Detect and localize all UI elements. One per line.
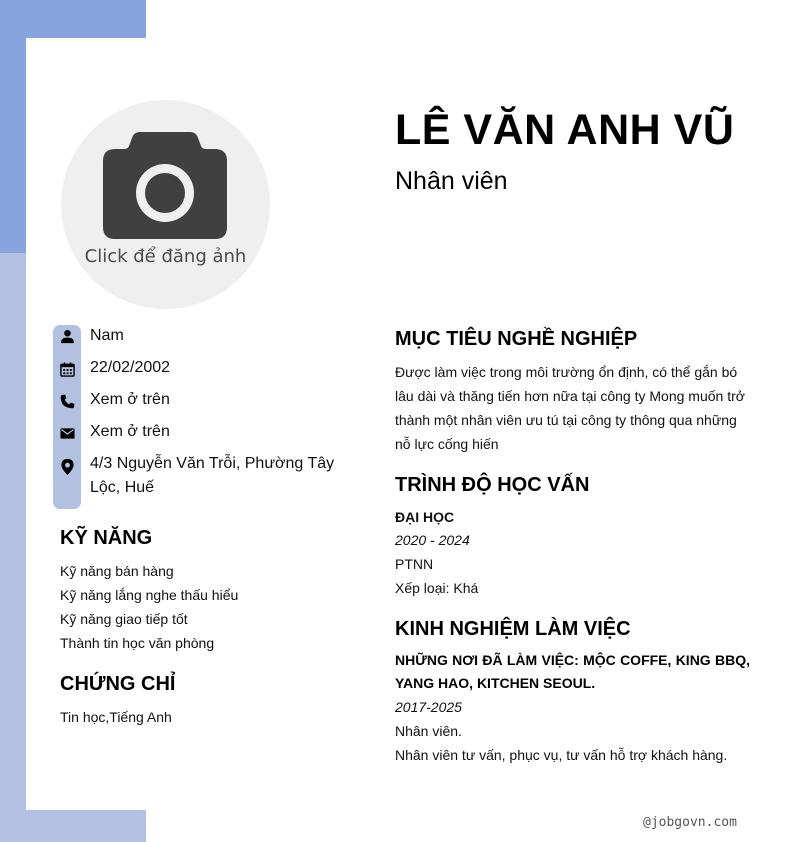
skills-heading: KỸ NĂNG: [60, 527, 153, 549]
education-level: ĐẠI HỌC: [395, 509, 455, 525]
skill-item: Kỹ năng lắng nghe thấu hiểu: [60, 587, 239, 603]
calendar-icon: [60, 362, 75, 377]
job-title: Nhân viên: [395, 167, 508, 195]
contact-icon-bar: [53, 325, 81, 509]
location-pin-icon: [60, 458, 75, 476]
experience-places: NHỮNG NƠI ĐÃ LÀM VIỆC: MỘC COFFE, KING BBQ, YANG HAO, KITCHEN SEOUL.: [395, 652, 750, 691]
email-icon: [60, 426, 75, 441]
address-line-2: Lộc, Huế: [90, 479, 155, 496]
gender-text: Nam: [90, 327, 124, 344]
experience-description: Nhân viên tư vấn, phục vụ, tư vấn hỗ trợ khách hàng.: [395, 747, 728, 763]
address-line-1: 4/3 Nguyễn Văn Trỗi, Phường Tây: [90, 455, 335, 472]
avatar-upload[interactable]: [61, 100, 270, 309]
person-icon: [60, 329, 75, 344]
full-name: LÊ VĂN ANH VŨ: [395, 106, 735, 154]
email-text: Xem ở trên: [90, 423, 170, 440]
address-text: [90, 452, 340, 500]
watermark: @jobgovn.com: [643, 815, 737, 830]
experience-heading: KINH NGHIỆM LÀM VIỆC: [395, 618, 631, 640]
objective-heading: MỤC TIÊU NGHỀ NGHIỆP: [395, 328, 638, 350]
birthday-text: 22/02/2002: [90, 359, 171, 376]
education-heading: TRÌNH ĐỘ HỌC VẤN: [395, 474, 590, 496]
skill-item: Kỹ năng bán hàng: [60, 563, 174, 579]
certificates-heading: CHỨNG CHỈ: [60, 673, 176, 695]
certificates-text: Tin học,Tiếng Anh: [60, 709, 172, 725]
objective-text: Được làm việc trong môi trường ổn định, có thể gắn bó lâu dài và thăng tiến hơn nữa tại công ty Mong muốn trở thành một nhân viên ưu tú tại công ty thông qua những nỗ lực cống hiến: [395, 364, 745, 452]
skill-item: Thành tin học văn phòng: [60, 635, 215, 651]
experience-years: 2017-2025: [395, 699, 462, 715]
education-rank: Xếp loại: Khá: [395, 580, 479, 596]
phone-text: Xem ở trên: [90, 391, 170, 408]
camera-icon: [102, 130, 228, 240]
phone-icon: [60, 394, 75, 409]
photo-upload-label: Click để đăng ảnh: [84, 246, 247, 267]
education-school: PTNN: [395, 556, 434, 572]
education-years: 2020 - 2024: [395, 532, 470, 548]
experience-position: Nhân viên.: [395, 723, 462, 739]
skill-item: Kỹ năng giao tiếp tốt: [60, 611, 188, 627]
